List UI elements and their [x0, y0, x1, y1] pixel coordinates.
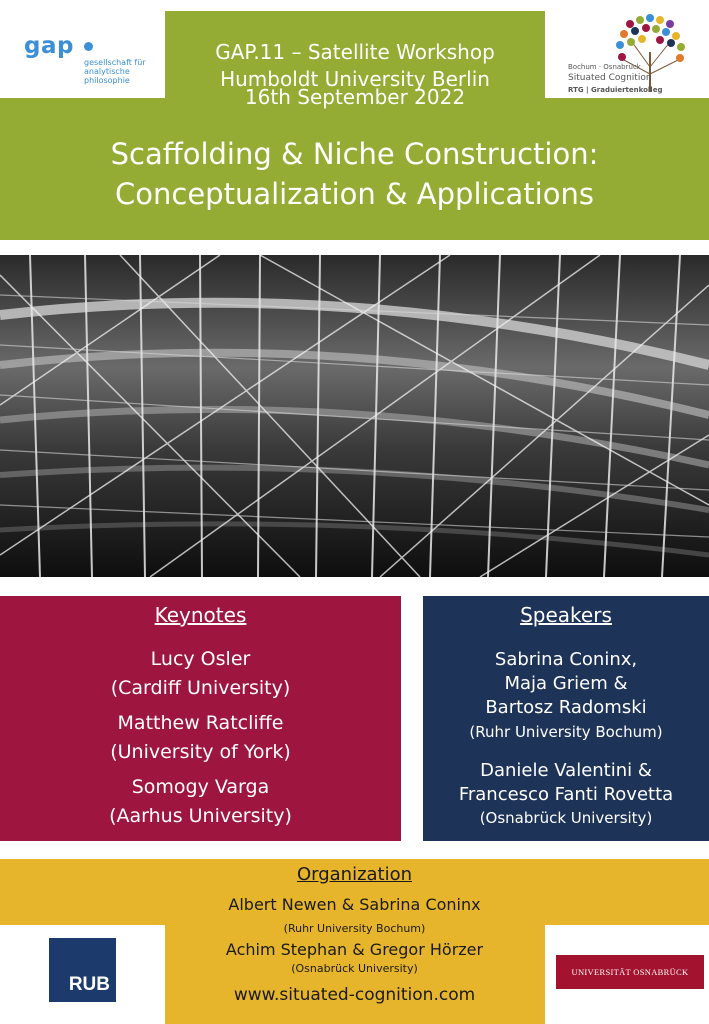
uos-wordmark: UNIVERSITÄT OSNABRÜCK — [571, 967, 689, 977]
speakers-panel — [423, 596, 709, 841]
speaker-line-5: Francesco Fanti Rovetta — [458, 784, 674, 805]
speaker-affiliation-2: (Osnabrück University) — [479, 809, 653, 827]
speaker-line-4: Daniele Valentini & — [480, 760, 652, 781]
rtg-line-1: Bochum · Osnabrück — [568, 63, 641, 71]
uos-logo — [556, 955, 704, 989]
gap-logo — [24, 33, 154, 89]
keynote-name-1: Lucy Osler — [150, 648, 251, 670]
title-line-2: Conceptualization & Applications — [115, 177, 594, 211]
organization-center — [165, 922, 545, 1024]
organization-heading: Organization — [296, 864, 413, 885]
rub-wordmark: RUB — [68, 974, 110, 995]
gap-wordmark: gap — [24, 33, 74, 59]
header-line-venue: Humboldt University Berlin — [220, 67, 490, 91]
keynote-name-3: Somogy Varga — [131, 776, 270, 798]
organizer-names-1: Albert Newen & Sabrina Coninx — [228, 895, 481, 914]
keynote-name-2: Matthew Ratcliffe — [117, 712, 284, 734]
scaffolding-image — [0, 255, 709, 577]
title-line-1: Scaffolding & Niche Construction: — [110, 137, 599, 171]
rub-logo — [49, 938, 116, 1002]
gap-sub-1: gesellschaft für — [84, 58, 146, 67]
keynote-affiliation-1: (Cardiff University) — [110, 677, 291, 699]
speaker-line-1: Sabrina Coninx, — [494, 649, 638, 670]
rtg-logo — [560, 12, 708, 98]
speaker-line-3: Bartosz Radomski — [485, 697, 647, 718]
speakers-heading: Speakers — [520, 603, 612, 627]
organization-band — [0, 859, 709, 925]
website-link[interactable]: www.situated-cognition.com — [233, 985, 476, 1005]
organizer-affiliation-2: (Osnabrück University) — [291, 962, 418, 975]
keynotes-panel — [0, 596, 401, 841]
gap-sub-3: philosophie — [84, 76, 130, 85]
keynotes-heading: Keynotes — [154, 603, 247, 627]
scaffolding-photo — [0, 255, 709, 577]
speaker-line-2: Maja Griem & — [504, 673, 628, 694]
organizer-affiliation-1: (Ruhr University Bochum) — [283, 922, 426, 935]
header-line-event: GAP.11 – Satellite Workshop — [215, 40, 495, 64]
keynote-affiliation-2: (University of York) — [110, 741, 291, 763]
gap-dot-icon — [84, 42, 93, 51]
rtg-line-2: Situated Cognition — [568, 73, 652, 83]
rtg-line-3: RTG | Graduiertenkolleg — [568, 86, 663, 94]
gap-sub-2: analytische — [84, 67, 130, 76]
header-line-date: 16th September 2022 — [244, 85, 466, 109]
organizer-names-2: Achim Stephan & Gregor Hörzer — [225, 940, 484, 959]
speaker-affiliation-1: (Ruhr University Bochum) — [469, 723, 663, 741]
keynote-affiliation-3: (Aarhus University) — [109, 805, 292, 827]
